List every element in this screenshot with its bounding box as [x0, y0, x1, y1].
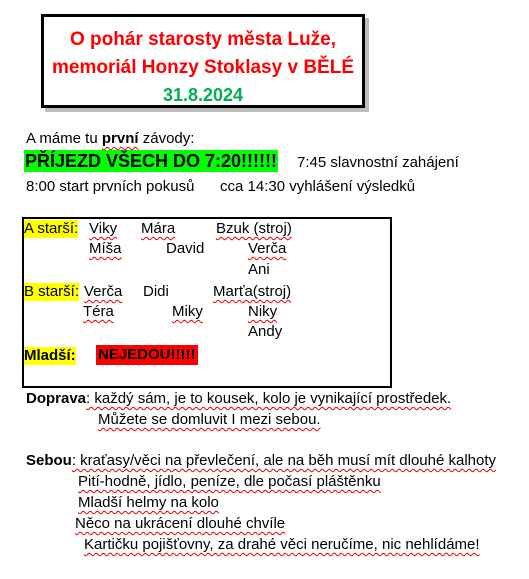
intro-suffix: závody:: [138, 130, 195, 147]
event-date: 31.8.2024: [162, 85, 244, 105]
group-b-name: Didi: [143, 283, 169, 300]
bring-item: Mladší helmy na kolo: [78, 494, 219, 511]
group-b-name: Andy: [248, 323, 283, 340]
transport-label: Doprava: [26, 390, 87, 407]
group-a-name: Ani: [248, 261, 270, 278]
group-a-name: Verča: [248, 240, 287, 257]
group-b-name: Marťa(stroj): [213, 283, 292, 300]
young-label: Mladší:: [24, 347, 76, 364]
results-time: cca 14:30 vyhlášení výsledků: [220, 178, 416, 195]
arrival-highlight: PŘÍJEZD VŠECH DO 7:20!!!!!!: [25, 151, 278, 171]
group-a-name: Viky: [89, 220, 118, 237]
bring-text: : kraťasy/věci na převlečení, ale na běh musí mít dlouhé kalhoty: [71, 452, 497, 469]
intro-bold-word: první: [101, 130, 139, 147]
transport-text: : každý sám, je to kousek, kolo je vynikající prostředek.: [86, 390, 452, 407]
group-a-name: Mára: [141, 220, 176, 237]
bring-label: Sebou: [26, 452, 72, 469]
bring-item: Něco na ukrácení dlouhé chvíle: [75, 515, 286, 532]
group-a-label: A starší:: [24, 220, 79, 237]
opening-time: 7:45 slavnostní zahájení: [297, 154, 459, 171]
group-a-name: David: [166, 240, 205, 257]
title-line-1: O pohár starosty města Luže,: [69, 29, 337, 50]
intro-line: [26, 130, 194, 148]
group-b-name: Niky: [248, 303, 278, 320]
title-box: [41, 14, 365, 108]
start-time: 8:00 start prvních pokusů: [26, 178, 195, 195]
transport-line-2: Můžete se domluvit I mezi sebou.: [98, 411, 321, 428]
bring-item: Pití-hodně, jídlo, peníze, dle počasí pláštěnku: [78, 473, 381, 490]
group-b-label: B starší:: [24, 283, 80, 300]
groups-box: [22, 217, 392, 388]
group-a-name: Míša: [89, 240, 122, 257]
transport-line: [26, 390, 451, 408]
young-note: NEJEDOU!!!!!: [98, 346, 196, 363]
group-b-name: Verča: [84, 283, 123, 300]
group-b-name: Téra: [83, 303, 114, 320]
group-a-name: Bzuk (stroj): [216, 220, 292, 237]
bring-item: Kartičku pojišťovny, za drahé věci neručíme, nic nehlídáme!: [84, 536, 480, 553]
title-line-2: memoriál Honzy Stoklasy v BĚLÉ: [52, 57, 354, 78]
bring-line: [26, 452, 496, 470]
group-b-name: Miky: [172, 303, 203, 320]
intro-prefix: A máme tu: [26, 130, 102, 147]
